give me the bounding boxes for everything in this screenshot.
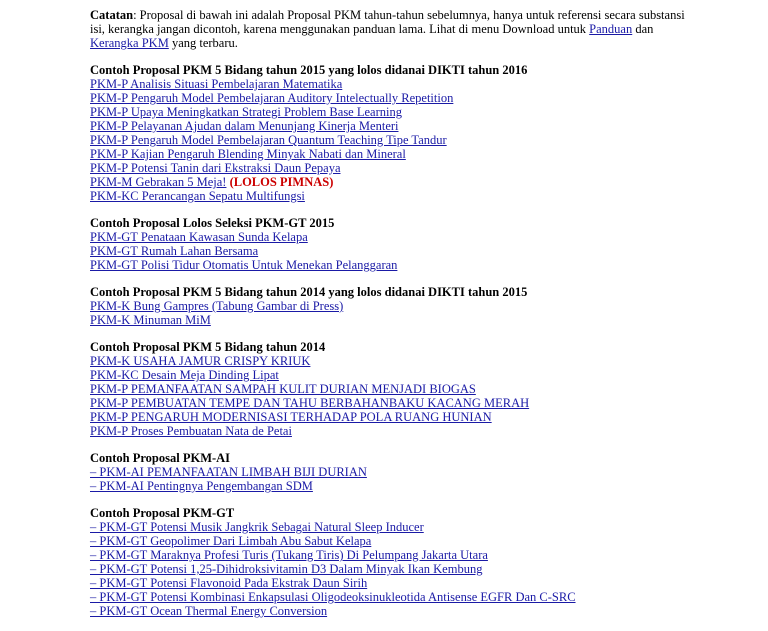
proposal-link[interactable]: PKM-K USAHA JAMUR CRISPY KRIUK — [90, 354, 311, 368]
proposal-link[interactable]: PKM-P Proses Pembuatan Nata de Petai — [90, 424, 292, 438]
section-title: Contoh Proposal PKM 5 Bidang tahun 2015 yang lolos didanai DIKTI tahun 2016 — [90, 63, 528, 77]
section-title: Contoh Proposal PKM-GT — [90, 506, 235, 520]
panduan-link[interactable]: Panduan — [589, 22, 633, 36]
proposal-link[interactable]: – PKM-GT Potensi Musik Jangkrik Sebagai Natural Sleep Inducer — [90, 520, 424, 534]
proposal-link[interactable]: – PKM-AI Pentingnya Pengembangan SDM — [90, 479, 313, 493]
proposal-link[interactable]: – PKM-GT Geopolimer Dari Limbah Abu Sabut Kelapa — [90, 534, 372, 548]
note-text-3: yang terbaru. — [168, 36, 238, 50]
proposal-link[interactable]: – PKM-AI PEMANFAATAN LIMBAH BIJI DURIAN — [90, 465, 367, 479]
section-title: Contoh Proposal PKM 5 Bidang tahun 2014 yang lolos didanai DIKTI tahun 2015 — [90, 285, 528, 299]
note-text-1: : Proposal di bawah ini adalah Proposal PKM tahun-tahun sebelumnya, hanya untuk referensi secara substansi isi, kerangka jangan dicontoh, karena menggunakan panduan lama. Lihat di menu Download untuk — [90, 8, 685, 36]
proposal-link[interactable]: PKM-KC Perancangan Sepatu Multifungsi — [90, 189, 305, 203]
section-pkm-2014-2015 — [90, 285, 690, 327]
proposal-link[interactable]: PKM-P Pengaruh Model Pembelajaran Quantum Teaching Tipe Tandur — [90, 133, 447, 147]
kerangka-pkm-link[interactable]: Kerangka PKM — [90, 36, 169, 50]
section-pkm-ai — [90, 451, 690, 493]
proposal-link[interactable]: – PKM-GT Ocean Thermal Energy Conversion — [90, 604, 328, 618]
proposal-link[interactable]: PKM-P PEMANFAATAN SAMPAH KULIT DURIAN MENJADI BIOGAS — [90, 382, 476, 396]
proposal-link[interactable]: PKM-P PENGARUH MODERNISASI TERHADAP POLA RUANG HUNIAN — [90, 410, 492, 424]
proposal-link[interactable]: PKM-GT Rumah Lahan Bersama — [90, 244, 259, 258]
proposal-link[interactable]: PKM-M Gebrakan 5 Meja! — [90, 175, 227, 189]
proposal-link[interactable]: – PKM-GT Potensi Flavonoid Pada Ekstrak Daun Sirih — [90, 576, 368, 590]
section-pkm-gt-2015 — [90, 216, 690, 272]
proposal-link[interactable]: – PKM-GT Potensi 1,25-Dihidroksivitamin D3 Dalam Minyak Ikan Kembung — [90, 562, 483, 576]
proposal-link[interactable]: – PKM-GT Maraknya Profesi Turis (Tukang Tiris) Di Pelumpang Jakarta Utara — [90, 548, 488, 562]
section-title: Contoh Proposal PKM-AI — [90, 451, 231, 465]
proposal-link[interactable]: PKM-P Pengaruh Model Pembelajaran Auditory Intelectually Repetition — [90, 91, 454, 105]
proposal-link[interactable]: PKM-P Pelayanan Ajudan dalam Menunjang Kinerja Menteri — [90, 119, 399, 133]
lolos-pimnas-badge: (LOLOS PIMNAS) — [229, 175, 334, 189]
section-pkm-2015-2016 — [90, 63, 690, 203]
proposal-link[interactable]: PKM-P Analisis Situasi Pembelajaran Matematika — [90, 77, 343, 91]
proposal-link[interactable]: PKM-GT Polisi Tidur Otomatis Untuk Menekan Pelanggaran — [90, 258, 398, 272]
section-title: Contoh Proposal PKM 5 Bidang tahun 2014 — [90, 340, 326, 354]
proposal-link[interactable]: PKM-P Potensi Tanin dari Ekstraksi Daun Pepaya — [90, 161, 341, 175]
proposal-link[interactable]: PKM-P Upaya Meningkatkan Strategi Problem Base Learning — [90, 105, 402, 119]
section-pkm-2014 — [90, 340, 690, 438]
proposal-link[interactable]: PKM-KC Desain Meja Dinding Lipat — [90, 368, 279, 382]
proposal-link[interactable]: PKM-P Kajian Pengaruh Blending Minyak Nabati dan Mineral — [90, 147, 406, 161]
note-text-2: dan — [632, 22, 654, 36]
note-paragraph — [90, 8, 690, 50]
proposal-link[interactable]: PKM-K Bung Gampres (Tabung Gambar di Press) — [90, 299, 344, 313]
proposal-link[interactable]: PKM-P PEMBUATAN TEMPE DAN TAHU BERBAHANBAKU KACANG MERAH — [90, 396, 530, 410]
proposal-link[interactable]: PKM-K Minuman MiM — [90, 313, 211, 327]
note-label: Catatan — [90, 8, 134, 22]
proposal-link[interactable]: – PKM-GT Potensi Kombinasi Enkapsulasi Oligodeoksinukleotida Antisense EGFR Dan C-SRC — [90, 590, 576, 604]
document-page — [90, 8, 690, 631]
section-title: Contoh Proposal Lolos Seleksi PKM-GT 2015 — [90, 216, 335, 230]
section-pkm-gt — [90, 506, 690, 618]
proposal-link[interactable]: PKM-GT Penataan Kawasan Sunda Kelapa — [90, 230, 308, 244]
